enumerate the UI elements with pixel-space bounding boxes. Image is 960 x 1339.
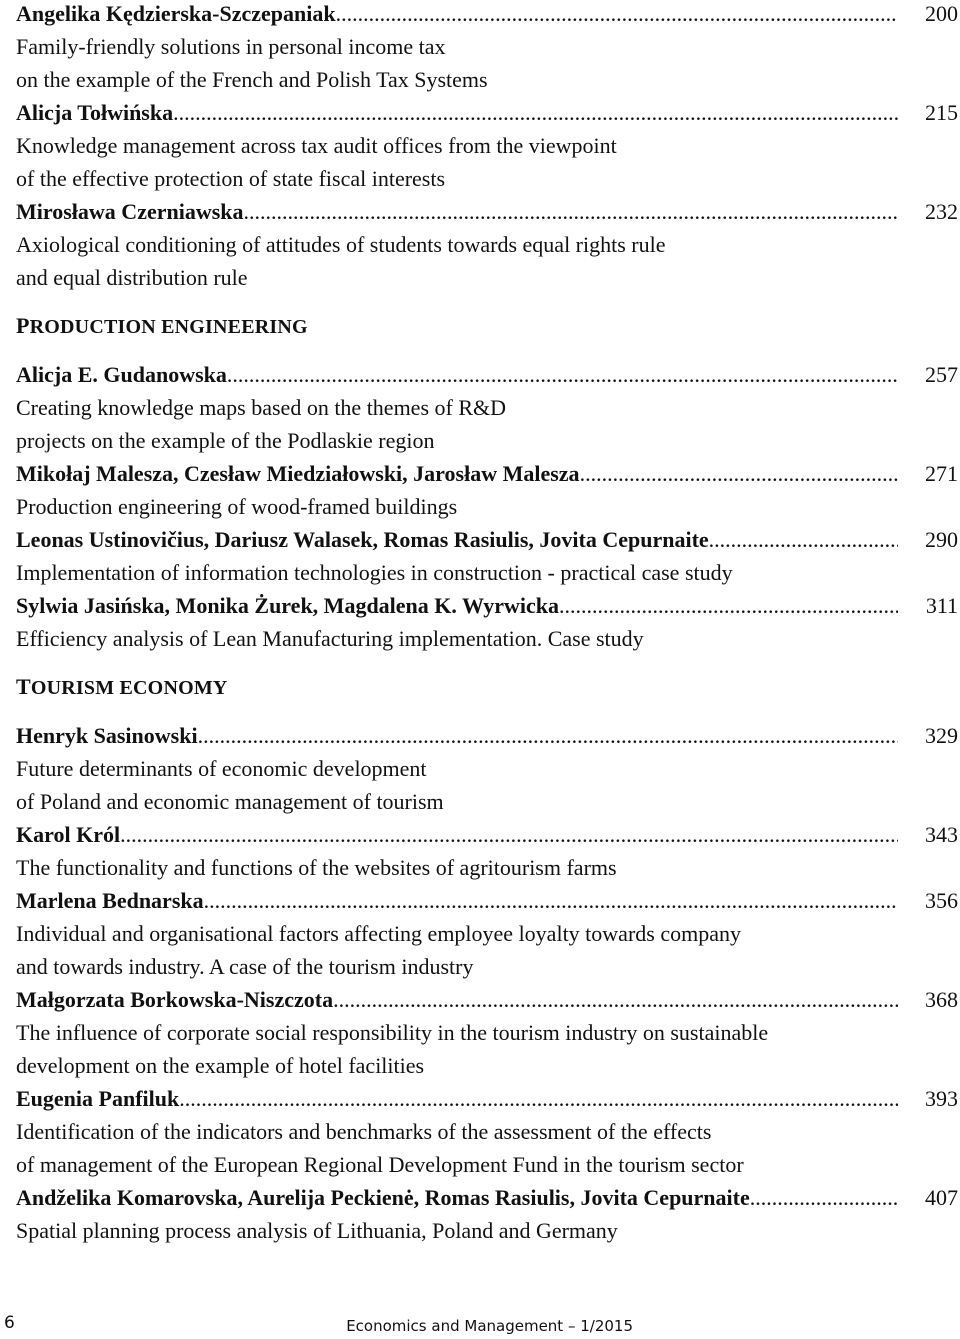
toc-article-title: Axiological conditioning of attitudes of students towards equal rights rule <box>16 232 666 257</box>
toc-author-line <box>16 195 960 228</box>
footer-journal-title: Economics and Management – 1/2015 <box>346 1317 633 1335</box>
toc-author: Andželika Komarovska, Aurelija Peckienė, Romas Rasiulis, Jovita Cepurnaite <box>16 1185 750 1210</box>
toc-author: Marlena Bednarska <box>16 888 204 913</box>
dot-leader <box>173 96 898 129</box>
toc-article-title: Efficiency analysis of Lean Manufacturing implementation. Case study <box>16 626 644 651</box>
toc-article-title: Individual and organisational factors affecting employee loyalty towards company <box>16 921 741 946</box>
toc-entry <box>16 983 960 1082</box>
toc-article-title: projects on the example of the Podlaskie region <box>16 428 435 453</box>
footer-page-number: 6 <box>4 1313 15 1333</box>
toc-page-number: 257 <box>925 362 958 387</box>
section-initial: P <box>16 313 30 338</box>
dot-leader <box>198 719 898 752</box>
toc-article-title: Implementation of information technologies in construction - practical case study <box>16 560 733 585</box>
entry-group-tourism <box>16 719 960 1247</box>
toc-author: Karol Król <box>16 822 121 847</box>
toc-page-number: 329 <box>925 723 958 748</box>
toc-article-title: Identification of the indicators and benchmarks of the assessment of the effects <box>16 1119 712 1144</box>
toc-page-number: 215 <box>925 100 958 125</box>
toc-author: Alicja E. Gudanowska <box>16 362 227 387</box>
toc-page-number: 356 <box>925 888 958 913</box>
toc-author-line <box>16 589 960 622</box>
toc-page-number: 343 <box>925 822 958 847</box>
toc-entry <box>16 195 960 294</box>
toc-page-number: 200 <box>925 1 958 26</box>
dot-leader <box>709 523 898 556</box>
toc-entry <box>16 719 960 818</box>
toc-author-line <box>16 96 960 129</box>
toc-page-number: 290 <box>925 527 958 552</box>
toc-author-line <box>16 1082 960 1115</box>
dot-leader <box>244 195 898 228</box>
dot-leader <box>333 983 898 1016</box>
toc-article-title: of management of the European Regional Development Fund in the tourism sector <box>16 1152 744 1177</box>
dot-leader <box>336 0 898 30</box>
toc-author-line <box>16 0 960 30</box>
toc-article-title: of the effective protection of state fiscal interests <box>16 166 446 191</box>
dot-leader <box>120 818 898 851</box>
dot-leader <box>750 1181 898 1214</box>
toc-article-title: and equal distribution rule <box>16 265 248 290</box>
toc-author-line <box>16 983 960 1016</box>
toc-page-number: 407 <box>925 1185 958 1210</box>
toc-article-title: Creating knowledge maps based on the themes of R&D <box>16 395 507 420</box>
dot-leader <box>227 358 898 391</box>
toc-author: Małgorzata Borkowska-Niszczota <box>16 987 334 1012</box>
toc-entry <box>16 1181 960 1247</box>
toc-article-title: and towards industry. A case of the tourism industry <box>16 954 474 979</box>
toc-author-line <box>16 719 960 752</box>
toc-author: Henryk Sasinowski <box>16 723 198 748</box>
toc-article-title: Production engineering of wood-framed buildings <box>16 494 458 519</box>
toc-page-number: 393 <box>925 1086 958 1111</box>
toc-article-title: The functionality and functions of the websites of agritourism farms <box>16 855 617 880</box>
toc-article-title: The influence of corporate social responsibility in the tourism industry on sustainable <box>16 1020 769 1045</box>
table-of-contents <box>16 0 960 1247</box>
toc-page-number: 368 <box>925 987 958 1012</box>
toc-article-title: on the example of the French and Polish Tax Systems <box>16 67 488 92</box>
toc-article-title: Future determinants of economic development <box>16 756 427 781</box>
toc-author-line <box>16 457 960 490</box>
toc-author: Eugenia Panfiluk <box>16 1086 180 1111</box>
dot-leader <box>204 884 898 917</box>
toc-entry <box>16 523 960 589</box>
toc-article-title: development on the example of hotel facilities <box>16 1053 425 1078</box>
toc-entry <box>16 1082 960 1181</box>
toc-article-title: Knowledge management across tax audit offices from the viewpoint <box>16 133 617 158</box>
toc-entry <box>16 96 960 195</box>
toc-author-line <box>16 884 960 917</box>
dot-leader <box>559 589 898 622</box>
page-footer <box>0 1303 960 1339</box>
toc-author: Angelika Kędzierska-Szczepaniak <box>16 1 336 26</box>
toc-author: Mirosława Czerniawska <box>16 199 244 224</box>
section-initial: T <box>16 674 31 699</box>
toc-page-number: 232 <box>925 199 958 224</box>
toc-author: Leonas Ustinovičius, Dariusz Walasek, Romas Rasiulis, Jovita Cepurnaite <box>16 527 709 552</box>
dot-leader <box>179 1082 898 1115</box>
section-heading-tourism-economy <box>16 670 960 703</box>
toc-entry <box>16 818 960 884</box>
toc-page-number: 311 <box>925 593 958 618</box>
entry-group-production <box>16 358 960 655</box>
section-rest: RODUCTION ENGINEERING <box>29 316 308 338</box>
toc-entry <box>16 358 960 457</box>
toc-article-title: Spatial planning process analysis of Lithuania, Poland and Germany <box>16 1218 618 1243</box>
section-rest: OURISM ECONOMY <box>30 677 228 699</box>
toc-entry <box>16 0 960 96</box>
toc-author-line <box>16 358 960 391</box>
toc-author: Alicja Tołwińska <box>16 100 174 125</box>
dot-leader <box>580 457 898 490</box>
entry-group-tax <box>16 0 960 294</box>
toc-entry <box>16 884 960 983</box>
toc-entry <box>16 589 960 655</box>
toc-article-title: of Poland and economic management of tourism <box>16 789 444 814</box>
toc-author-line <box>16 523 960 556</box>
toc-author: Sylwia Jasińska, Monika Żurek, Magdalena K. Wyrwicka <box>16 593 559 618</box>
section-heading-production-engineering <box>16 309 960 342</box>
toc-author-line <box>16 818 960 851</box>
toc-author: Mikołaj Malesza, Czesław Miedziałowski, Jarosław Malesza <box>16 461 580 486</box>
toc-author-line <box>16 1181 960 1214</box>
toc-article-title: Family-friendly solutions in personal income tax <box>16 34 446 59</box>
toc-page-number: 271 <box>925 461 958 486</box>
toc-entry <box>16 457 960 523</box>
